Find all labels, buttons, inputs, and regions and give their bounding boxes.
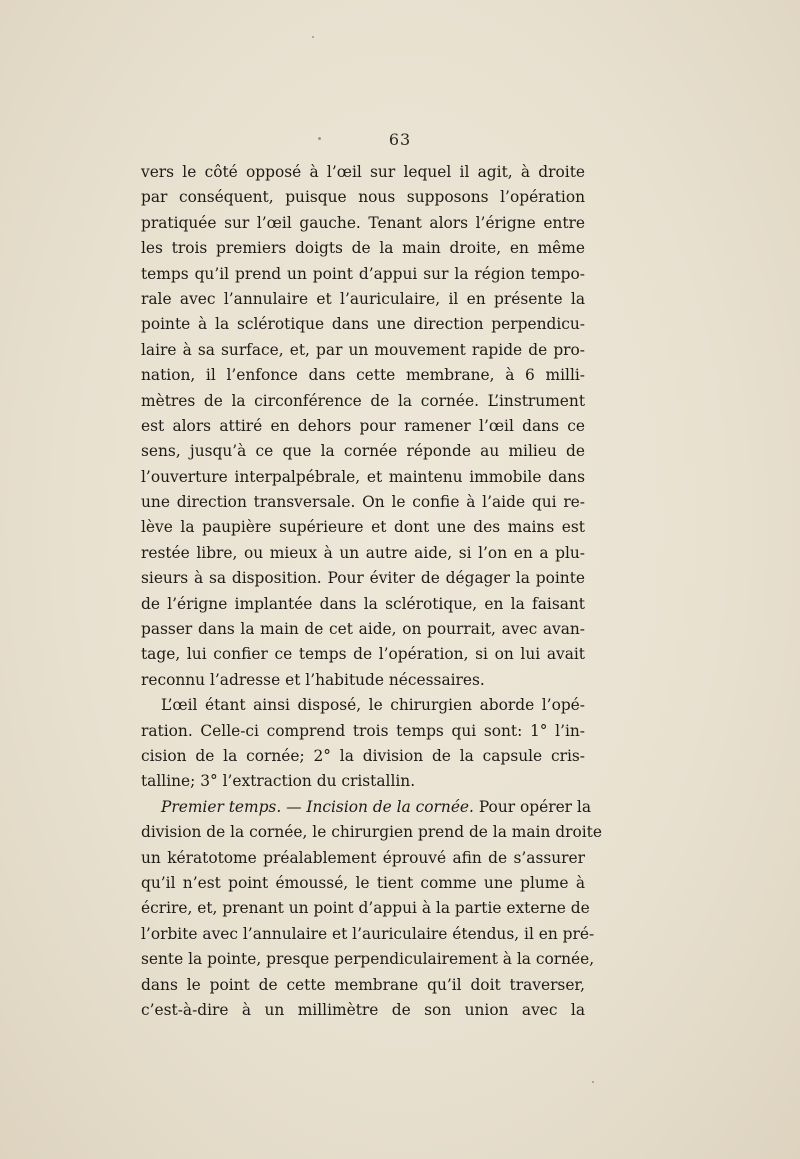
line-text: cision de la cornée; 2° la division de la capsule cris- bbox=[141, 746, 585, 765]
text-line bbox=[141, 541, 585, 566]
line-text: écrire, et, prenant un point d’appui à la partie externe de bbox=[141, 899, 590, 918]
text-line bbox=[141, 287, 585, 312]
text-line bbox=[141, 160, 585, 185]
page-number: 63 bbox=[388, 130, 412, 149]
paper-speck bbox=[592, 1081, 594, 1083]
paper-speck bbox=[312, 36, 314, 38]
line-text: dans le point de cette membrane qu’il doit traverser, bbox=[141, 975, 585, 994]
line-text: sente la pointe, presque perpendiculairement à la cornée, bbox=[141, 950, 595, 969]
line-text: les trois premiers doigts de la main droite, en même bbox=[141, 239, 585, 258]
text-line bbox=[141, 262, 585, 287]
text-line bbox=[141, 185, 585, 210]
text-line bbox=[141, 465, 585, 490]
text-line bbox=[141, 211, 585, 236]
text-line bbox=[141, 744, 585, 769]
text-line bbox=[141, 693, 585, 718]
line-text: reconnu l’adresse et l’habitude nécessaires. bbox=[141, 670, 485, 689]
text-line bbox=[141, 617, 585, 642]
text-line bbox=[141, 490, 585, 515]
line-text: qu’il n’est point émoussé, le tient comme une plume à bbox=[141, 873, 585, 892]
body-text bbox=[141, 160, 602, 1023]
text-line bbox=[141, 998, 585, 1023]
line-text: de l’érigne implantée dans la sclérotique, en la faisant bbox=[141, 594, 585, 613]
line-text: une direction transversale. On le confie à l’aide qui re- bbox=[141, 493, 585, 512]
text-line bbox=[141, 947, 595, 972]
text-line bbox=[141, 922, 595, 947]
line-text: division de la cornée, le chirurgien prend de la main droite bbox=[141, 823, 602, 842]
line-text: c’est-à-dire à un millimètre de son union avec la bbox=[141, 1000, 585, 1019]
text-line bbox=[141, 973, 585, 998]
line-text: un kératotome préalablement éprouvé afin de s’assurer bbox=[141, 848, 585, 867]
line-text: rale avec l’annulaire et l’auriculaire, il en présente la bbox=[141, 289, 585, 308]
line-text: est alors attiré en dehors pour ramener l’œil dans ce bbox=[141, 416, 585, 435]
text-line bbox=[141, 846, 585, 871]
line-text: mètres de la circonférence de la cornée. L’instrument bbox=[141, 391, 585, 410]
text-line bbox=[141, 769, 585, 794]
text-line bbox=[141, 389, 585, 414]
text-line bbox=[141, 312, 585, 337]
line-text: Pour opérer la bbox=[473, 797, 592, 816]
text-line bbox=[141, 338, 585, 363]
line-text: tage, lui confier ce temps de l’opération, si on lui avait bbox=[141, 645, 585, 664]
line-text: temps qu’il prend un point d’appui sur la région tempo- bbox=[141, 264, 585, 283]
line-text: vers le côté opposé à l’œil sur lequel il agit, à droite bbox=[141, 163, 585, 181]
line-text: passer dans la main de cet aide, on pourrait, avec avan- bbox=[141, 620, 585, 639]
line-text: laire à sa surface, et, par un mouvement rapide de pro- bbox=[141, 340, 585, 359]
line-text: pointe à la sclérotique dans une direction perpendicu- bbox=[141, 315, 585, 334]
text-line bbox=[141, 439, 585, 464]
text-line bbox=[141, 236, 585, 261]
line-text: restée libre, ou mieux à un autre aide, si l’on en a plu- bbox=[141, 543, 585, 562]
text-line bbox=[141, 414, 585, 439]
text-line bbox=[141, 668, 585, 693]
line-text: lève la paupière supérieure et dont une des mains est bbox=[141, 518, 585, 537]
line-text: talline; 3° l’extraction du cristallin. bbox=[141, 772, 416, 791]
text-line bbox=[141, 592, 585, 617]
line-text: sens, jusqu’à ce que la cornée réponde au milieu de bbox=[141, 442, 585, 461]
text-line bbox=[141, 896, 590, 921]
text-line bbox=[141, 566, 585, 591]
text-line bbox=[141, 795, 592, 820]
text-line bbox=[141, 871, 585, 896]
text-line bbox=[141, 363, 585, 388]
line-text: l’ouverture interpalpébrale, et maintenu immobile dans bbox=[141, 467, 585, 486]
text-line bbox=[141, 719, 585, 744]
line-text: par conséquent, puisque nous supposons l’opération bbox=[141, 188, 585, 207]
text-line bbox=[141, 515, 585, 540]
line-text: nation, il l’enfonce dans cette membrane, à 6 milli- bbox=[141, 366, 585, 385]
line-text: ration. Celle-ci comprend trois temps qui sont: 1° l’in- bbox=[141, 721, 585, 740]
line-text: L’œil étant ainsi disposé, le chirurgien aborde l’opé- bbox=[161, 696, 585, 715]
line-text: l’orbite avec l’annulaire et l’auriculaire étendus, il en pré- bbox=[141, 924, 595, 943]
paper-speck bbox=[318, 137, 321, 140]
line-text: pratiquée sur l’œil gauche. Tenant alors l’érigne entre bbox=[141, 213, 585, 232]
text-line bbox=[141, 642, 585, 667]
italic-heading: Premier temps. — Incision de la cornée. bbox=[161, 797, 474, 816]
text-line bbox=[141, 820, 602, 845]
line-text: sieurs à sa disposition. Pour éviter de dégager la pointe bbox=[141, 569, 585, 588]
